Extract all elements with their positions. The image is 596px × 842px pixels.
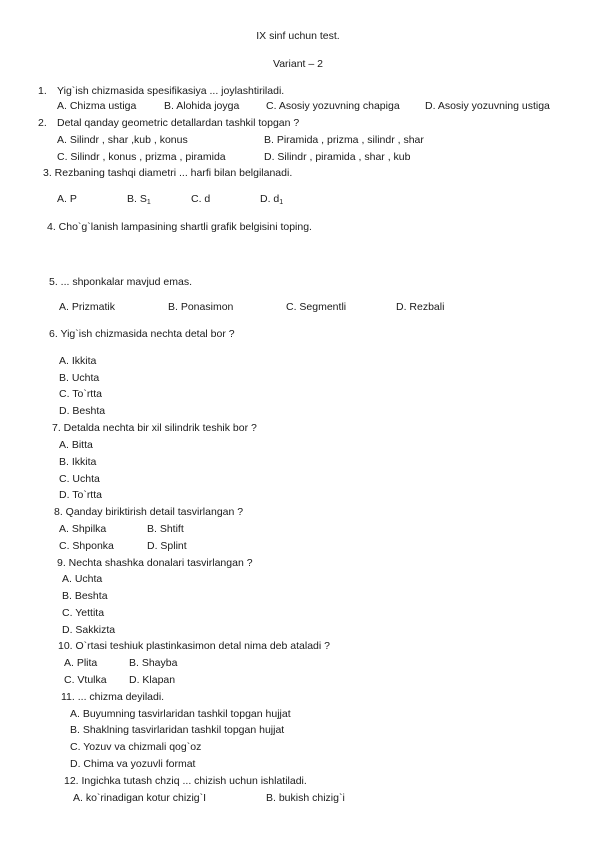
question-number: 2. (38, 117, 47, 129)
option-c[interactable]: C. Yettita (62, 607, 105, 619)
option-d[interactable]: D. Beshta (59, 405, 106, 417)
option-c[interactable]: C. Asosiy yozuvning chapiga (266, 100, 400, 112)
option-a[interactable]: A. Buyumning tasvirlaridan tashkil topgan hujjat (70, 708, 291, 720)
question-text: 12. Ingichka tutash chziq ... chizish uchun ishlatiladi. (64, 775, 307, 787)
question-text: 9. Nechta shashka donalari tasvirlangan ? (57, 557, 253, 569)
option-b[interactable]: B. Beshta (62, 590, 108, 602)
option-c[interactable]: C. To`rtta (59, 388, 102, 400)
question-text: Yig`ish chizmasida spesifikasiya ... joylashtiriladi. (57, 85, 285, 97)
option-b[interactable]: B. $S_1$ (127, 193, 151, 206)
option-d[interactable]: D. Chima va yozuvli format (70, 758, 196, 770)
option-a[interactable]: A. Prizmatik (59, 301, 116, 313)
option-a[interactable]: A. P (57, 193, 77, 205)
option-b[interactable]: B. Ikkita (59, 456, 97, 468)
question-text: 3. Rezbaning tashqi diametri ... harfi bilan belgilanadi. (43, 167, 293, 179)
question-text: Detal qanday geometric detallardan tashkil topgan ? (57, 117, 300, 129)
option-a[interactable]: A. Chizma ustiga (57, 100, 137, 112)
option-c[interactable]: C. Segmentli (286, 301, 347, 313)
option-a[interactable]: A. Silindr , shar ,kub , konus (57, 134, 188, 146)
option-c[interactable]: C. Shponka (59, 540, 114, 552)
option-a[interactable]: A. Uchta (62, 573, 103, 585)
question-number: 1. (38, 85, 47, 97)
option-c[interactable]: C. Uchta (59, 473, 100, 485)
option-b[interactable]: B. Shaklning tasvirlaridan tashkil topgan hujjat (70, 724, 285, 736)
option-b[interactable]: B. Uchta (59, 372, 100, 384)
variant-label: Variant – 2 (272, 58, 323, 70)
option-a[interactable]: A. Plita (64, 657, 98, 669)
option-b[interactable]: B. bukish chizig`i (266, 792, 345, 804)
option-d[interactable]: D. Silindr , piramida , shar , kub (264, 151, 411, 163)
question-text: 11. ... chizma deyiladi. (61, 691, 165, 703)
option-b[interactable]: B. Ponasimon (168, 301, 234, 313)
option-c[interactable]: C. d (191, 193, 211, 205)
option-b[interactable]: B. Alohida joyga (164, 100, 240, 112)
question-text: 7. Detalda nechta bir xil silindrik teshik bor ? (52, 422, 257, 434)
option-c[interactable]: C. Yozuv va chizmali qog`oz (70, 741, 202, 753)
option-d[interactable]: D. To`rtta (59, 489, 102, 501)
option-a[interactable]: A. Shpilka (59, 523, 107, 535)
option-a[interactable]: A. ko`rinadigan kotur chizig`I (73, 792, 207, 804)
option-d[interactable]: D. Asosiy yozuvning ustiga (425, 100, 550, 112)
option-d[interactable]: D. Sakkizta (62, 624, 116, 636)
option-d[interactable]: D. Klapan (129, 674, 176, 686)
option-c[interactable]: C. Silindr , konus , prizma , piramida (57, 151, 226, 163)
page-title: IX sinf uchun test. (256, 30, 340, 42)
option-b[interactable]: B. Shayba (129, 657, 178, 669)
option-c[interactable]: C. Vtulka (64, 674, 107, 686)
question-text: 6. Yig`ish chizmasida nechta detal bor ? (49, 328, 235, 340)
option-b[interactable]: B. Shtift (147, 523, 184, 535)
option-d[interactable]: D. Rezbali (396, 301, 445, 313)
option-a[interactable]: A. Bitta (59, 439, 93, 451)
question-text: 8. Qanday biriktirish detail tasvirlangan ? (54, 506, 244, 518)
option-d[interactable]: D. $d_1$ (260, 193, 284, 206)
option-b[interactable]: B. Piramida , prizma , silindr , shar (264, 134, 424, 146)
option-d[interactable]: D. Splint (147, 540, 187, 552)
option-a[interactable]: A. Ikkita (59, 355, 97, 367)
question-text: 5. ... shponkalar mavjud emas. (49, 276, 192, 288)
question-text: 4. Cho`g`lanish lampasining shartli grafik belgisini toping. (47, 221, 312, 233)
question-text: 10. O`rtasi teshiuk plastinkasimon detal nima deb ataladi ? (58, 640, 330, 652)
